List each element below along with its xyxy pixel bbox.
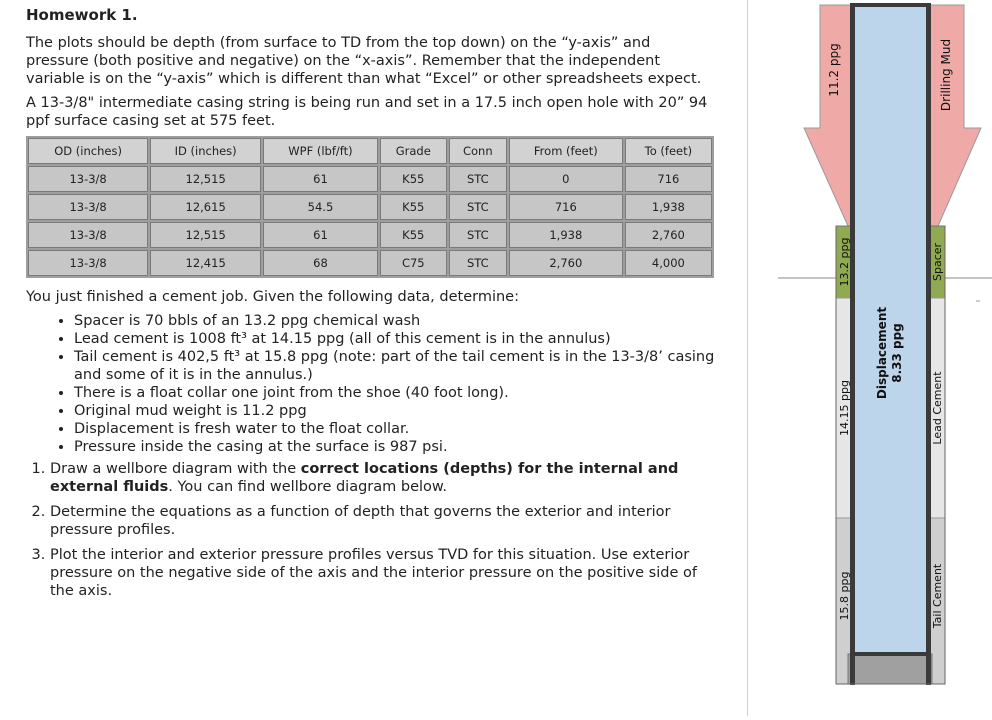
wellbore-diagram	[748, 0, 992, 716]
table-cell: STC	[449, 222, 507, 248]
table-row	[28, 250, 712, 276]
header-wpf: WPF (lbf/ft)	[263, 138, 378, 164]
label-15-8-ppg: 15.8 ppg	[838, 571, 851, 621]
table-cell: 61	[263, 166, 378, 192]
table-row	[28, 222, 712, 248]
wellbore-svg	[748, 0, 992, 716]
label-displacement: Displacement	[875, 306, 889, 400]
table-cell: 12,615	[150, 194, 261, 220]
question-bold-text: correct locations (depths) for the internal and external fluids	[50, 461, 679, 495]
float-collar	[852, 652, 930, 656]
list-item: • Original mud weight is 11.2 ppg	[74, 402, 716, 420]
casing-top	[850, 3, 931, 7]
document-content	[26, 6, 716, 607]
table-cell: 1,938	[625, 194, 712, 220]
list-item: • Displacement is fresh water to the float collar.	[74, 420, 716, 438]
table-cell: 4,000	[625, 250, 712, 276]
table-cell: 13-3/8	[28, 250, 148, 276]
given-data-list	[26, 312, 716, 456]
intro-paragraph: The plots should be depth (from surface to TD from the top down) on the “y-axis” and pressure (both positive and negative) on the “x-axis”. Remember that the independent variable is on the “y-axis” which is different than what “Excel” or other spreadsheets expect.	[26, 35, 702, 87]
table-cell: STC	[449, 166, 507, 192]
table-header-row	[28, 138, 712, 164]
label-tail-cement: Tail Cement	[931, 563, 944, 629]
cement-intro-paragraph: You just finished a cement job. Given the following data, determine:	[26, 289, 519, 305]
table-cell: C75	[380, 250, 447, 276]
label-displacement-density: 8.33 ppg	[890, 323, 904, 383]
table-cell: 12,515	[150, 166, 261, 192]
label-11-2-ppg: 11.2 ppg	[827, 43, 841, 97]
list-item: • Pressure inside the casing at the surface is 987 psi.	[74, 438, 716, 456]
question-item	[50, 546, 716, 600]
table-cell: 2,760	[625, 222, 712, 248]
header-from: From (feet)	[509, 138, 623, 164]
list-item: • Lead cement is 1008 ft³ at 14.15 ppg (all of this cement is in the annulus)	[74, 330, 716, 348]
table-cell: 0	[509, 166, 623, 192]
label-14-15-ppg: 14.15 ppg	[838, 380, 851, 436]
label-spacer: Spacer	[931, 242, 944, 282]
table-cell: 13-3/8	[28, 222, 148, 248]
label-13-2-ppg: 13.2 ppg	[838, 237, 851, 287]
question-text: . You can find wellbore diagram below.	[168, 479, 448, 495]
table-cell: STC	[449, 194, 507, 220]
table-cell: 54.5	[263, 194, 378, 220]
table-cell: K55	[380, 222, 447, 248]
table-row	[28, 166, 712, 192]
question-text: Plot the interior and exterior pressure profiles versus TVD for this situation. Use exterior pressure on the negative side of the axis and the interior pressure on the positive side of the axis.	[50, 547, 697, 599]
header-conn: Conn	[449, 138, 507, 164]
table-cell: 12,415	[150, 250, 261, 276]
table-cell: 68	[263, 250, 378, 276]
header-grade: Grade	[380, 138, 447, 164]
table-cell: STC	[449, 250, 507, 276]
table-cell: 12,515	[150, 222, 261, 248]
question-item	[50, 503, 716, 539]
table-cell: 2,760	[509, 250, 623, 276]
header-id: ID (inches)	[150, 138, 261, 164]
list-item: • Tail cement is 402,5 ft³ at 15.8 ppg (note: part of the tail cement is in the 13-3/8’ casing and some of it is in the annulus.)	[74, 348, 716, 384]
table-cell: 716	[509, 194, 623, 220]
question-text: Draw a wellbore diagram with the	[50, 461, 301, 477]
label-drilling-mud: Drilling Mud	[939, 38, 953, 112]
table-cell: 13-3/8	[28, 166, 148, 192]
table-cell: 61	[263, 222, 378, 248]
casing-intro-paragraph: A 13-3/8" intermediate casing string is being run and set in a 17.5 inch open hole with 20” 94 ppf surface casing set at 575 feet.	[26, 95, 708, 129]
float-collar-shoe-track	[848, 654, 932, 684]
question-item	[50, 460, 716, 496]
table-row	[28, 194, 712, 220]
table-cell: 13-3/8	[28, 194, 148, 220]
table-cell: 1,938	[509, 222, 623, 248]
question-text: Determine the equations as a function of depth that governs the exterior and interior pressure profiles.	[50, 504, 671, 538]
table-cell: 716	[625, 166, 712, 192]
list-item: • There is a float collar one joint from the shoe (40 foot long).	[74, 384, 716, 402]
questions-list	[26, 460, 716, 600]
page-title: Homework 1.	[26, 6, 138, 24]
header-od: OD (inches)	[28, 138, 148, 164]
label-lead-cement: Lead Cement	[931, 371, 944, 445]
casing-table	[26, 136, 714, 278]
list-item: • Spacer is 70 bbls of an 13.2 ppg chemical wash	[74, 312, 716, 330]
header-to: To (feet)	[625, 138, 712, 164]
table-cell: K55	[380, 166, 447, 192]
table-cell: K55	[380, 194, 447, 220]
